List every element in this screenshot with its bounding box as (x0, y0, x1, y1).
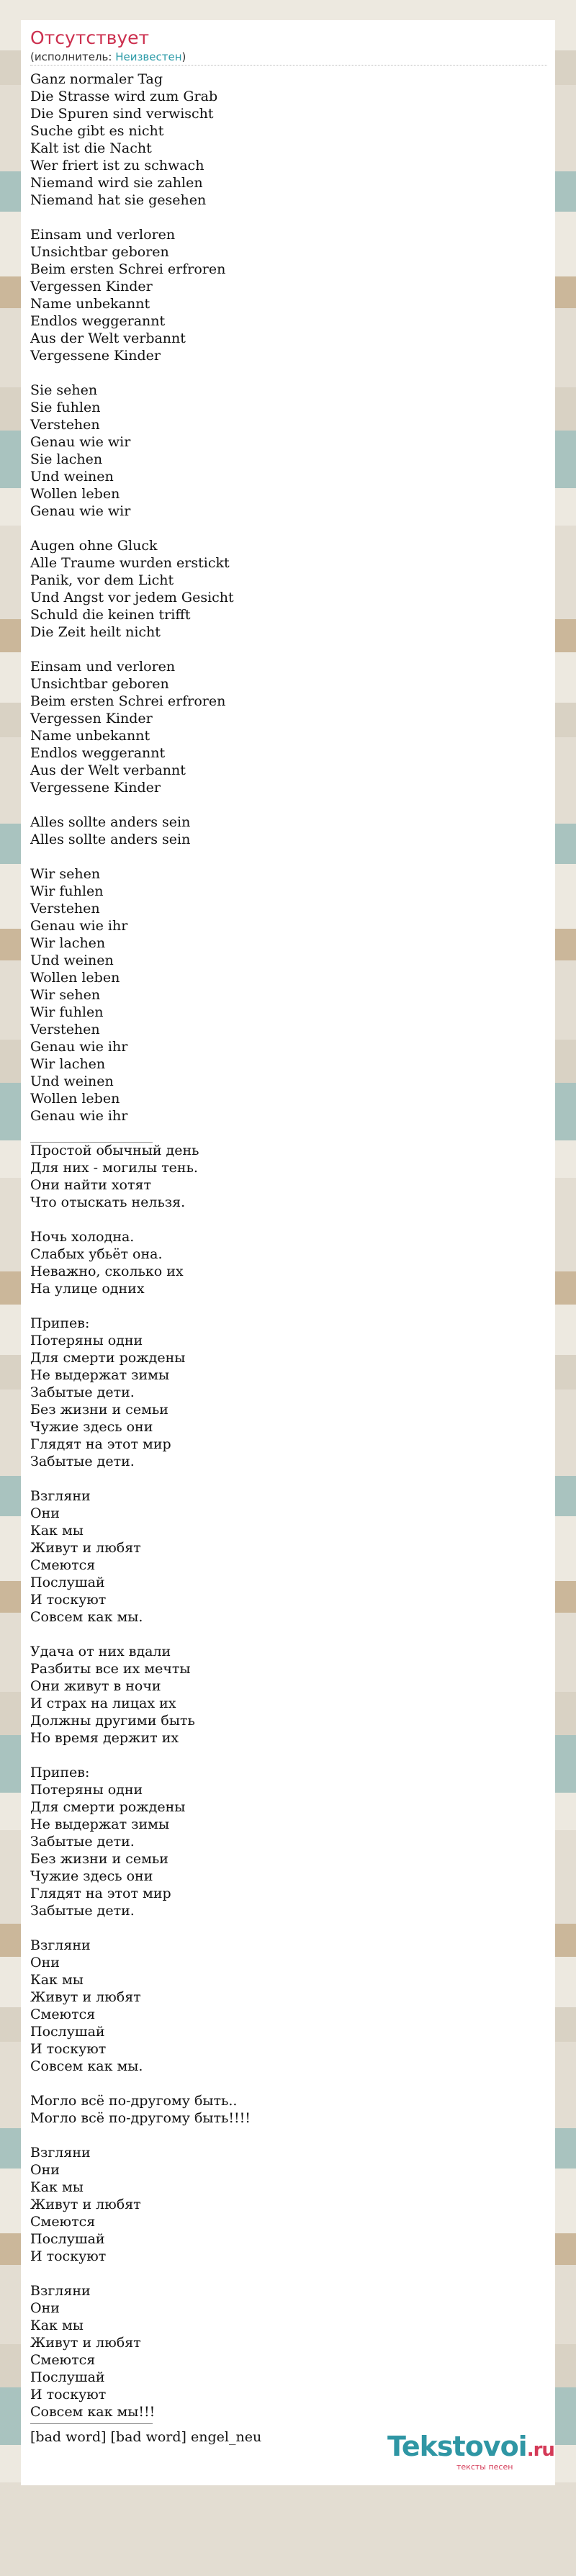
lyric-line: Живут и любят (30, 1989, 141, 2005)
lyric-line: Wir fuhlen (30, 883, 104, 899)
lyric-line: Vergessene Kinder (30, 780, 161, 796)
lyric-line: Aus der Welt verbannt (30, 762, 186, 778)
lyric-line: Потеряны одни (30, 1333, 143, 1348)
lyric-line: Und weinen (30, 953, 114, 968)
lyric-line: Послушай (30, 2231, 105, 2247)
lyric-line: Wir lachen (30, 1056, 106, 1072)
site-logo[interactable] (387, 2432, 554, 2464)
lyric-line: Augen ohne Gluck (30, 538, 158, 554)
footer-credits: [bad word] [bad word] engel_neu (30, 2429, 262, 2445)
lyric-line: И тоскуют (30, 2248, 107, 2264)
lyric-line: Чужие здесь они (30, 1868, 153, 1884)
lyric-line: Для смерти рождены (30, 1799, 186, 1815)
lyric-line: И тоскуют (30, 2041, 107, 2057)
lyric-line: Wir sehen (30, 866, 101, 882)
lyric-line: Die Spuren sind verwischt (30, 106, 214, 122)
lyric-line (30, 209, 541, 226)
lyric-line: И страх на лицах их (30, 1695, 176, 1711)
lyric-line: Без жизни и семьи (30, 1851, 168, 1867)
lyric-line: Und weinen (30, 1073, 114, 1089)
lyric-line: Для смерти рождены (30, 1350, 186, 1366)
lyric-line (30, 848, 541, 865)
lyric-line: Как мы (30, 2179, 84, 2195)
lyric-line: Genau wie wir (30, 434, 131, 450)
lyric-line (30, 641, 541, 658)
lyric-line: Они (30, 1505, 60, 1521)
lyric-line (30, 2075, 541, 2092)
lyric-line: Совсем как мы. (30, 1609, 143, 1625)
footer-divider (30, 2423, 153, 2424)
lyric-line: Sie sehen (30, 382, 98, 398)
lyric-line: Глядят на этот мир (30, 1886, 171, 1901)
lyric-line: Verstehen (30, 901, 100, 917)
lyric-line: Ночь холодна. (30, 1229, 135, 1245)
lyric-line: Послушай (30, 2369, 105, 2385)
lyric-line: Простой обычный день (30, 1143, 199, 1158)
logo-tagline: тексты песен (456, 2462, 513, 2472)
lyric-line: Неважно, сколько их (30, 1264, 184, 1279)
lyric-line: Alles sollte anders sein (30, 814, 191, 830)
lyric-line: Einsam und verloren (30, 227, 176, 243)
lyric-line: Einsam und verloren (30, 659, 176, 675)
lyric-line: Забытые дети. (30, 1834, 135, 1850)
lyric-line: Aus der Welt verbannt (30, 330, 186, 346)
lyric-line: Для них - могилы тень. (30, 1160, 198, 1176)
lyric-line: Beim ersten Schrei erfroren (30, 261, 226, 277)
lyric-line: Vergessene Kinder (30, 348, 161, 364)
lyric-line: Удача от них вдали (30, 1644, 171, 1659)
lyric-line: Niemand hat sie gesehen (30, 192, 207, 208)
lyric-line: Und Angst vor jedem Gesicht (30, 590, 234, 605)
logo-name: Tekstovoi (387, 2431, 527, 2462)
lyric-line: Vergessen Kinder (30, 711, 153, 726)
lyric-line: Wollen leben (30, 1091, 120, 1107)
lyric-line: Должны другими быть (30, 1713, 195, 1729)
lyric-line: Припев: (30, 1765, 90, 1780)
lyric-line: Wollen leben (30, 970, 120, 986)
lyric-line: Забытые дети. (30, 1384, 135, 1400)
lyric-line: Schuld die keinen trifft (30, 607, 191, 623)
lyric-line: Взгляни (30, 1937, 91, 1953)
lyric-line: Взгляни (30, 2145, 91, 2161)
lyric-line: Panik, vor dem Licht (30, 572, 174, 588)
lyric-line (30, 1470, 541, 1487)
lyric-line (30, 364, 541, 382)
lyric-line: Глядят на этот мир (30, 1436, 171, 1452)
lyric-line: Как мы (30, 2318, 84, 2333)
artist-link[interactable]: Неизвестен (115, 50, 182, 63)
lyric-line: Не выдержат зимы (30, 1816, 170, 1832)
lyric-line: Разбиты все их мечты (30, 1661, 191, 1677)
lyric-line: Wir sehen (30, 987, 101, 1003)
lyric-line: Смеются (30, 2007, 96, 2022)
lyric-line: Sie lachen (30, 451, 103, 467)
lyrics-card (21, 20, 555, 2485)
lyric-line: Genau wie ihr (30, 1108, 128, 1124)
lyric-line: Потеряны одни (30, 1782, 143, 1798)
lyric-line: Слабых убьёт она. (30, 1246, 163, 1262)
lyric-line: Взгляни (30, 1488, 91, 1504)
lyric-line: Они (30, 2162, 60, 2178)
lyric-line: Смеются (30, 2214, 96, 2230)
lyrics-footer (30, 2423, 261, 2446)
lyric-line (30, 796, 541, 814)
artist-suffix: ) (181, 50, 186, 63)
lyric-line: Name unbekannt (30, 296, 150, 312)
lyric-line: Genau wie ihr (30, 1039, 128, 1055)
logo-tld: .ru (526, 2439, 554, 2461)
background-stripe (0, 2482, 576, 2576)
lyric-line: Genau wie wir (30, 503, 131, 519)
lyric-line (30, 1747, 541, 1764)
lyric-line: Ganz normaler Tag (30, 71, 163, 87)
lyric-line: И тоскуют (30, 1592, 107, 1608)
lyric-line: Живут и любят (30, 1540, 141, 1556)
lyric-line: Und weinen (30, 469, 114, 485)
lyric-line: Взгляни (30, 2283, 91, 2299)
lyric-line: Alle Traume wurden erstickt (30, 555, 230, 571)
lyric-line (30, 520, 541, 537)
lyric-line: Kalt ist die Nacht (30, 140, 152, 156)
lyric-line: Они (30, 2300, 60, 2316)
lyric-line: Die Zeit heilt nicht (30, 624, 161, 640)
lyric-line: Wer friert ist zu schwach (30, 158, 204, 174)
lyric-line: Могло всё по-другому быть.. (30, 2093, 238, 2109)
lyric-line (30, 1211, 541, 1228)
lyric-line: Endlos weggerannt (30, 313, 166, 329)
lyric-line: Забытые дети. (30, 1454, 135, 1469)
lyric-line: Alles sollte anders sein (30, 832, 191, 847)
lyric-line: Они живут в ночи (30, 1678, 161, 1694)
lyric-line: Могло всё по-другому быть!!!! (30, 2110, 251, 2126)
lyric-line: Die Strasse wird zum Grab (30, 89, 218, 104)
lyric-line: Они (30, 1955, 60, 1971)
lyric-line: Послушай (30, 2024, 105, 2040)
lyric-line: Niemand wird sie zahlen (30, 175, 203, 191)
lyric-line: Vergessen Kinder (30, 279, 153, 294)
lyric-line: Wir lachen (30, 935, 106, 951)
lyric-line: Смеются (30, 2352, 96, 2368)
lyric-line: На улице одних (30, 1281, 145, 1297)
lyric-line: Verstehen (30, 417, 100, 433)
lyric-line: Как мы (30, 1972, 84, 1988)
lyrics-translation (30, 1142, 541, 2420)
lyric-line: Они найти хотят (30, 1177, 151, 1193)
lyric-line: Живут и любят (30, 2335, 141, 2351)
artist-line (30, 50, 547, 66)
lyric-line: Beim ersten Schrei erfroren (30, 693, 226, 709)
translation-divider (30, 1125, 153, 1143)
lyric-line: Verstehen (30, 1022, 100, 1037)
lyric-line (30, 1297, 541, 1315)
lyric-line (30, 1626, 541, 1643)
lyric-line: Name unbekannt (30, 728, 150, 744)
lyric-line: Забытые дети. (30, 1903, 135, 1919)
lyric-line: Но время держит их (30, 1730, 179, 1746)
lyric-line: Не выдержат зимы (30, 1367, 170, 1383)
lyric-line: Живут и любят (30, 2197, 141, 2212)
lyric-line: Совсем как мы. (30, 2058, 143, 2074)
lyric-line: Что отыскать нельзя. (30, 1194, 186, 1210)
lyric-line: Unsichtbar geboren (30, 676, 169, 692)
lyrics-original (30, 71, 541, 1125)
lyric-line: И тоскуют (30, 2387, 107, 2402)
lyric-line: Suche gibt es nicht (30, 123, 164, 139)
lyric-line: Припев: (30, 1315, 90, 1331)
lyric-line: Genau wie ihr (30, 918, 128, 934)
lyric-line: Чужие здесь они (30, 1419, 153, 1435)
lyric-line (30, 1919, 541, 1937)
lyric-line: Смеются (30, 1557, 96, 1573)
artist-prefix: (исполнитель: (30, 50, 116, 63)
lyrics-text (30, 71, 541, 2420)
lyric-line (30, 2265, 541, 2282)
lyric-line: Sie fuhlen (30, 400, 101, 415)
lyric-line: Wollen leben (30, 486, 120, 502)
lyric-line (30, 2127, 541, 2144)
lyric-line: Endlos weggerannt (30, 745, 166, 761)
lyric-line: Wir fuhlen (30, 1004, 104, 1020)
lyric-line: Как мы (30, 1523, 84, 1539)
lyric-line: Послушай (30, 1575, 105, 1590)
lyric-line: Совсем как мы!!! (30, 2404, 156, 2420)
lyric-line: Без жизни и семьи (30, 1402, 168, 1418)
song-title: Отсутствует (30, 27, 150, 48)
lyric-line: Unsichtbar geboren (30, 244, 169, 260)
